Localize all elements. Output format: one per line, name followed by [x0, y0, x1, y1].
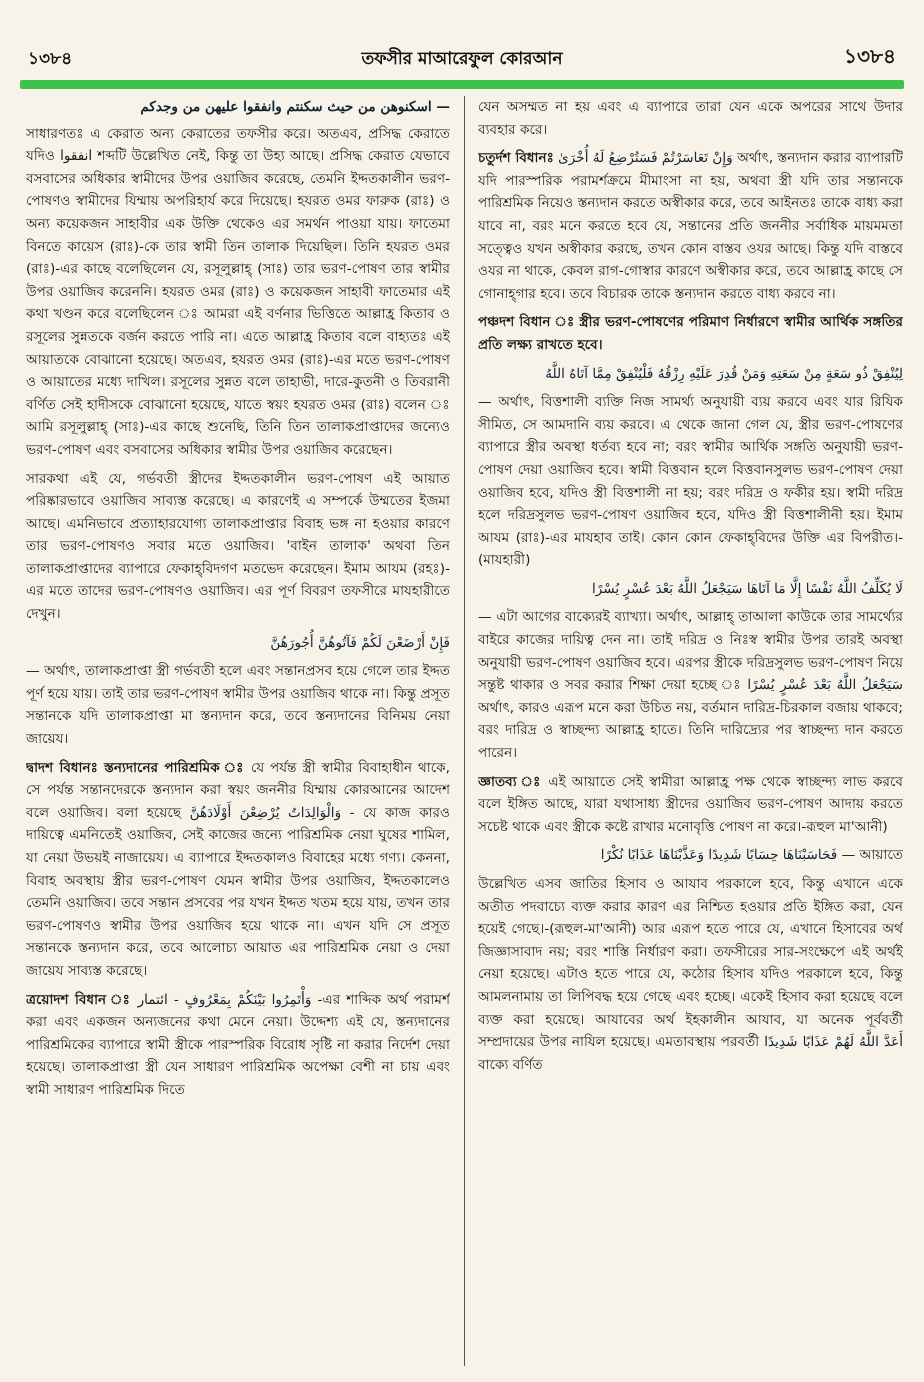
paragraph-text: — আয়াতে: [841, 847, 903, 864]
arabic-verse: أَعَدَّ اللَّهُ لَهُمْ عَذَابًا شَدِيدًا: [764, 1034, 903, 1051]
paragraph-text: বাক্যে বর্ণিত: [478, 1056, 543, 1073]
paragraph-text: - ائتمار -এর শাব্দিক অর্থ পরামর্শ করা এবং একজন অন্যজনের কথা মেনে নেয়া। উদ্দেশ্য এই যে, স্তন্যদানের পারিশ্রমিকের ব্যাপারে স্বামী স্ত্রীকে পারস্পরিক বিরোধ সৃষ্টি না করার নির্দেশ দেয়া হয়েছে। তালাকপ্রাপ্তা স্ত্রী যেন সাধারণ পারিশ্রমিক অপেক্ষা বেশী না চায় এবং স্বামী সাধারণ পারিশ্রমিক দিতে: [26, 991, 450, 1098]
section-heading: দ্বাদশ বিধানঃ স্তন্যদানের পারিশ্রমিক ঃ: [26, 759, 245, 776]
paragraph: সাধারণতঃ এ কেরাত অন্য কেরাতের তফসীর করে। অতএব, প্রসিদ্ধ কেরাতে যদিও انفقوا শব্দটি উল্লেখিত নেই, কিন্তু তা উহ্য আছে। প্রসিদ্ধ কেরাত যেভাবে বসবাসের অধিকার স্বামীদের উপর ওয়াজিব করেছে, তেমনি ইদ্দতকালীন ভরণ-পোষণও স্বামীদের যিম্মায় অপরিহার্য করে দিয়েছে। হযরত ওমর ফারুক (রাঃ) ও অন্য কয়েকজন সাহাবীর এক উক্তি থেকেও এর সমর্থন পাওয়া যায়। ফাতেমা বিনতে কায়েস (রাঃ)-কে তার স্বামী তিন তালাক দিয়েছিল। তিনি হযরত ওমর (রাঃ)-এর কাছে বলেছিলেন যে, রসূলুল্লাহ্ (সাঃ) তার ভরণ-পোষণ তার স্বামীর উপর ওয়াজিব করেননি। হযরত ওমর (রাঃ) ও কয়েকজন সাহাবী ফাতেমার এই কথা খণ্ডন করে বলেছিলেন ঃ আমরা এই বর্ণনার ভিত্তিতে আল্লাহ্র কিতাব ও রসূলের সুন্নতকে বর্জন করতে পারি না। এতে আল্লাহ্র কিতাব বলে বাহ্যতঃ এই আয়াতকে বোঝানো হয়েছে। অতএব, হযরত ওমর (রাঃ)-এর মতে ভরণ-পোষণ ও আয়াতের মধ্যে দাখিল। রসূলের সুন্নত বলে তাহাভী, দারে-কুতনী ও তিবরানী বর্ণিত সেই হাদীসকে বোঝানো হয়েছে, যাতে স্বয়ং হযরত ওমর (রাঃ) বলেন ঃ আমি রসূলুল্লাহ্ (সাঃ)-এর কাছে শুনেছি, তিনি তিন তালাকপ্রাপ্তাদের জন্যেও ভরণ-পোষণ এবং বসবাসের অধিকার স্বামীর উপর ওয়াজিব করেছেন।: [26, 125, 450, 458]
section-heading: ত্রয়োদশ বিধান ঃ: [26, 991, 132, 1008]
column-divider: [464, 96, 465, 1366]
paragraph-text: উল্লেখিত এসব জাতির হিসাব ও আযাব পরকালে হবে, কিন্তু এখানে একে অতীত পদবাচ্যে ব্যক্ত করার কারণ এর নিশ্চিত হওয়ার প্রতি ইঙ্গিত করা, যেন হয়েই গেছে।-(রূহুল-মা'আনী) আর এরূপ হতে পারে যে, এখানে হিসাবের অর্থ জিজ্ঞাসাবাদ নয়; বরং শাস্তি নির্ধারণ করা। তফসীরের সার-সংক্ষেপে এই অর্থই নেয়া হয়েছে। এটাও হতে পারে যে, কঠোর হিসাব যদিও পরকালে হবে, কিন্তু আমলনামায় তা লিপিবদ্ধ হয়ে গেছে এবং হচ্ছে। একেই হিসাব করা হয়েছে বলে ব্যক্ত করা হয়েছে। আযাবের অর্থ ইহকালীন আযাব, যা অনেক পূর্ববর্তী সম্প্রদায়ের উপর নাযিল হয়েছে। এমতাবস্থায় পরবর্তী: [478, 876, 903, 1051]
section-heading: পঞ্চদশ বিধান ঃ: [478, 314, 575, 331]
arabic-verse: وَإِنْ تَعَاسَرْتُمْ فَسَتُرْضِعُ لَهُ أُخْرَىٰ: [558, 150, 733, 167]
paragraph-text: এই আয়াতে সেই স্বামীরা আল্লাহ্র পক্ষ থেকে স্বাচ্ছন্দ্য লাভ করবে বলে ইঙ্গিত আছে, যারা যথাসাধ্য স্ত্রীদের ওয়াজিব ভরণ-পোষণ আদায় করতে সচেষ্ট থাকে এবং স্ত্রীকে কষ্টে রাখার মনোবৃত্তি পোষণ না করে।-রূহুল মা'আনী): [478, 773, 903, 835]
arabic-verse: وَأْتَمِرُوا بَيْنَكُمْ بِمَعْرُوفٍ: [184, 991, 312, 1008]
paragraph: [478, 873, 903, 1076]
paragraph: সারকথা এই যে, গর্ভবতী স্ত্রীদের ইদ্দতকালীন ভরণ-পোষণ এই আয়াত পরিষ্কারভাবে ওয়াজিব সাব্যস্ত করেছে। এ কারণেই এ সম্পর্কে উম্মতের ইজমা আছে। এমনিভাবে প্রত্যাহারযোগ্য তালাকপ্রাপ্তার বিবাহ ভঙ্গ না হওয়ার কারণে তার ভরণ-পোষণও সবার মতে ওয়াজিব। 'বাইন তালাক' অথবা তিন তালাকপ্রাপ্তাদের ব্যাপারে ফেকাহ্‌বিদগণ মতভেদ করেছেন। ইমাম আযম (রহঃ)-এর মতে তাদের ভরণ-পোষণও ওয়াজিব। এর পূর্ণ বিবরণ তফসীরে মাযহারীতে দেখুন।: [26, 470, 450, 623]
paragraph: [478, 311, 903, 356]
paragraph-text: অর্থাৎ, কারও এরূপ মনে করা উচিত নয়, বর্তমান দারিদ্র-চিরকাল বজায় থাকবে; বরং দারিদ্র ও স্বাচ্ছন্দ্য আল্লাহ্র হাতে। তিনি দারিদ্র্যের পর স্বাচ্ছন্দ্য দান করতে পারেন।: [478, 699, 903, 762]
header-rule: [20, 80, 904, 89]
paragraph: — অর্থাৎ, তালাকপ্রাপ্তা স্ত্রী গর্ভবতী হলে এবং সন্তানপ্রসব হয়ে গেলে তার ইদ্দত পূর্ণ হয়ে যায়। তাই তার ভরণ-পোষণ স্বামীর উপর ওয়াজিব থাকে না। কিন্তু প্রসূত সন্তানকে যদি তালাকপ্রাপ্তা মা স্তন্যদান করে, তবে স্তন্যদানের বিনিময় নেয়া জায়েয।: [26, 663, 450, 748]
arabic-verse-line: [478, 844, 903, 867]
section-heading: জ্ঞাতব্য ঃ: [478, 773, 543, 790]
right-page-number: ১৩৮৪: [844, 44, 896, 68]
paragraph: [478, 606, 903, 764]
arabic-verse: فَإِنْ أَرْضَعْنَ لَكُمْ فَآتُوهُنَّ أُجُورَهُنَّ: [270, 634, 450, 651]
arabic-verse: فَحَاسَبْنَاهَا حِسَابًا شَدِيدًا وَعَذَّبْنَاهَا عَذَابًا نُكْرًا: [600, 847, 838, 864]
left-page-number: ১৩৮৪: [28, 49, 73, 69]
paragraph-text: — এটা আগের বাক্যেরই ব্যাখ্যা। অর্থাৎ, আল্লাহ্ তাআলা কাউকে তার সামর্থ্যের বাইরে কাজের দায়িত্ব দেন না। তাই দরিদ্র ও নিঃস্ব স্বামীর উপর তারই অবস্থা অনুযায়ী ভরণ-পোষণ ওয়াজিব হবে। এরপর স্ত্রীকে দরিদ্রসুলভ ভরণ-পোষণ নিয়ে সন্তুষ্ট থাকার ও সবর করার শিক্ষা দেয়া হচ্ছে ঃ: [478, 609, 903, 694]
paragraph: [26, 989, 450, 1102]
paragraph-text: স্ত্রীর ভরণ-পোষণের পরিমাণ নির্ধারণে স্বামীর আর্থিক সঙ্গতির প্রতি লক্ষ্য রাখতে হবে।: [478, 314, 903, 353]
arabic-verse: لَا يُكَلِّفُ اللَّهُ نَفْسًا إِلَّا مَا آتَاهَا سَيَجْعَلُ اللَّهُ بَعْدَ عُسْرٍ يُسْرًا: [592, 580, 903, 597]
paragraph: [478, 147, 903, 305]
paragraph: [26, 757, 450, 983]
arabic-heading: — اسكنوهن من حيث سكنتم وانفقوا عليهن من وجدكم: [140, 99, 450, 115]
arabic-verse: لِيُنْفِقْ ذُو سَعَةٍ مِنْ سَعَتِهِ وَمَنْ قُدِرَ عَلَيْهِ رِزْقُهُ فَلْيُنْفِقْ مِمَّا آتَاهُ اللَّهُ: [545, 365, 903, 382]
paragraph: যেন অসম্মত না হয় এবং এ ব্যাপারে তারা যেন একে অপরের সাথে উদার ব্যবহার করে।: [478, 99, 903, 138]
left-column: [26, 96, 450, 1366]
page-header: [20, 40, 904, 74]
arabic-verse: وَالْوَالِدَاتُ يُرْضِعْنَ أَوْلَادَهُنَّ: [189, 804, 342, 821]
arabic-verse: سَيَجْعَلُ اللَّهُ بَعْدَ عُسْرٍ يُسْرًا: [747, 677, 903, 694]
section-heading: চতুর্দশ বিধানঃ: [478, 150, 554, 167]
paragraph: [478, 771, 903, 839]
running-title: তফসীর মাআরেফুল কোরআন: [361, 49, 563, 69]
paragraph-text: - যে কাজ কারও দায়িত্বে এমনিতেই ওয়াজিব, সেই কাজের জন্যে পারিশ্রমিক নেয়া ঘুষের শামিল, যা নেয়া উভয়ই নাজায়েয। এ ব্যাপারে ইদ্দতকালও বিবাহের মধ্যে গণ্য। কেননা, বিবাহ অবস্থায় স্ত্রীর ভরণ-পোষণ যেমন স্বামীর উপর ওয়াজিব, ইদ্দতকালেও তেমনি ওয়াজিব। তবে সন্তান প্রসবের পর যখন ইদ্দত খতম হয়ে যায়, তখন তার ভরণ-পোষণও স্বামীর উপর ওয়াজিব হয়ে থাকে না। এখন যদি সে প্রসূত সন্তানকে স্তন্যদান করে, তবে আলোচ্য আয়াত এর পারিশ্রমিক নেয়া ও দেয়া জায়েয সাব্যস্ত করেছে।: [26, 804, 450, 979]
right-column: [478, 96, 903, 1366]
paragraph-text: অর্থাৎ, স্তন্যদান করার ব্যাপারটি যদি পারস্পরিক পরামর্শক্রমে মীমাংসা না হয়, অথবা স্ত্রী যদি তার সন্তানকে পারিশ্রমিক নিয়েও স্তন্যদান করতে অস্বীকার করে, তবে আইনতঃ তাকে বাধ্য করা যাবে না, বরং মনে করতে হবে যে, সন্তানের প্রতি জননীর সর্বাধিক মায়মমতা সত্ত্বেও যখন অস্বীকার করছে, তখন কোন বাস্তব ওযর আছে। কিন্তু যদি বাস্তবে ওযর না থাকে, কেবল রাগ-গোস্বার কারণে অস্বীকার করে, তবে আল্লাহ্র কাছে সে গোনাহ্গার হবে। তবে বিচারক তাকে স্তন্যদান করতে বাধ্য করবে না।: [478, 150, 903, 302]
paragraph: — অর্থাৎ, বিত্তশালী ব্যক্তি নিজ সামর্থ্য অনুযায়ী ব্যয় করবে এবং যার রিযিক সীমিত, সে আমদানি ব্যয় করবে। এ থেকে জানা গেল যে, স্ত্রীর ভরণ-পোষণের ব্যাপারে স্ত্রীর অবস্থা ধর্তব্য হবে না; বরং স্বামীর আর্থিক সঙ্গতি অনুযায়ী ভরণ-পোষণ দেয়া ওয়াজিব হবে। স্বামী বিত্তবান হলে বিত্তবানসুলভ ভরণ-পোষণ দেয়া ওয়াজিব হবে, যদিও স্ত্রী বিত্তশালী না হয়; বরং দরিদ্র ও ফকীর হয়। স্বামী দরিদ্র হলে দরিদ্রসুলভ ভরণ-পোষণ ওয়াজিব হবে, যদিও স্ত্রী বিত্তশালীনী হয়। ইমাম আযম (রাঃ)-এর মাযহাব তাই। কোন কোন ফেকাহ্‌বিদের উক্তি এর বিপরীত।-(মাযহারী): [478, 394, 903, 569]
paragraph-text: যে পর্যন্ত স্ত্রী স্বামীর বিবাহাধীন থাকে, সে পর্যন্ত সন্তানদেরকে স্তন্যদান করা স্বয়ং জননীর যিম্মায় কোরআনের আদেশ বলে ওয়াজিব। বলা হয়েছে: [26, 759, 450, 821]
